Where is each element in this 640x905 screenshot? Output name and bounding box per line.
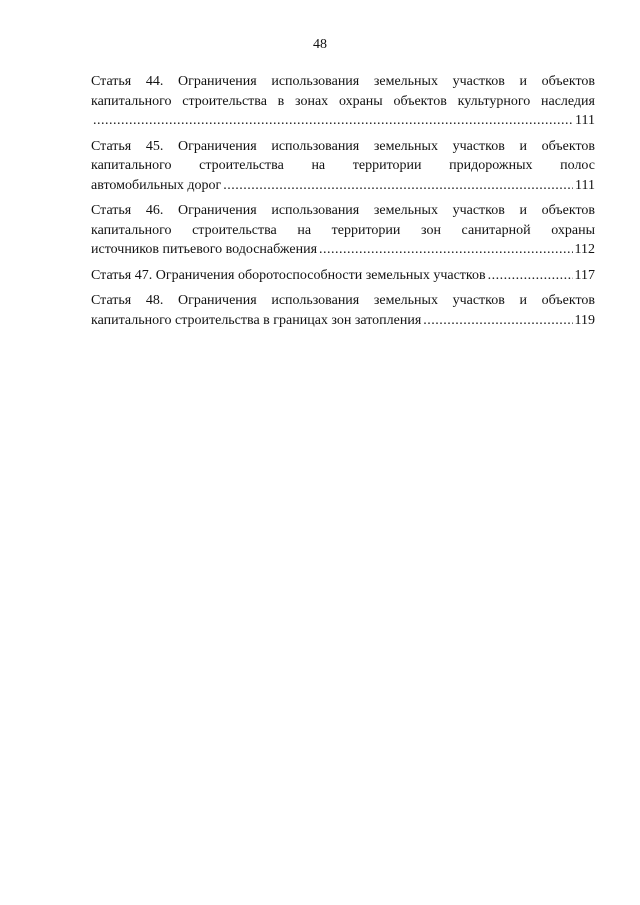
page-number: 48 bbox=[313, 37, 327, 52]
toc-entry-tail: Статья 47. Ограничения оборотоспособности земельных участков bbox=[91, 267, 486, 283]
toc-page-ref: 119 bbox=[574, 312, 595, 328]
toc-entry-leader-line bbox=[91, 266, 595, 286]
toc-entry-tail: капитального строительства в границах зон затопления bbox=[91, 312, 422, 328]
dot-leader bbox=[423, 311, 572, 331]
dot-leader bbox=[93, 111, 573, 131]
toc-entry-line: капитального строительства в зонах охраны объектов культурного наследия bbox=[91, 93, 595, 109]
dot-leader bbox=[223, 176, 573, 196]
toc-page-ref: 117 bbox=[574, 267, 595, 283]
toc-entry-article-45[interactable] bbox=[91, 137, 595, 196]
toc-entry-article-46[interactable] bbox=[91, 201, 595, 260]
toc-entry-article-44[interactable] bbox=[91, 72, 595, 131]
toc-entry-tail: источников питьевого водоснабжения bbox=[91, 242, 318, 257]
toc-entry-line: Статья 44. Ограничения использования земельных участков и объектов bbox=[91, 74, 595, 89]
toc-entry-leader-line bbox=[91, 311, 595, 331]
toc-entry-leader-line bbox=[91, 176, 595, 196]
toc-entry-line: Статья 46. Ограничения использования земельных участков и объектов bbox=[91, 203, 595, 218]
toc-page-ref: 111 bbox=[575, 177, 595, 193]
toc-entry-article-47[interactable] bbox=[91, 266, 595, 286]
table-of-contents bbox=[91, 72, 595, 336]
dot-leader bbox=[488, 266, 573, 286]
toc-entry-line: капитального строительства на территории зон санитарной охраны bbox=[91, 222, 595, 238]
dot-leader bbox=[319, 240, 572, 260]
toc-entry-article-48[interactable] bbox=[91, 291, 595, 330]
toc-entry-leader-line bbox=[91, 111, 595, 131]
toc-entry-tail: автомобильных дорог bbox=[91, 177, 222, 193]
toc-entry-line: Статья 45. Ограничения использования земельных участков и объектов bbox=[91, 138, 595, 154]
toc-entry-line: капитального строительства на территории придорожных полос bbox=[91, 158, 595, 173]
toc-page-ref: 111 bbox=[575, 113, 595, 128]
toc-entry-line: Статья 48. Ограничения использования земельных участков и объектов bbox=[91, 293, 595, 308]
toc-page-ref: 112 bbox=[574, 242, 595, 257]
toc-entry-leader-line bbox=[91, 240, 595, 260]
